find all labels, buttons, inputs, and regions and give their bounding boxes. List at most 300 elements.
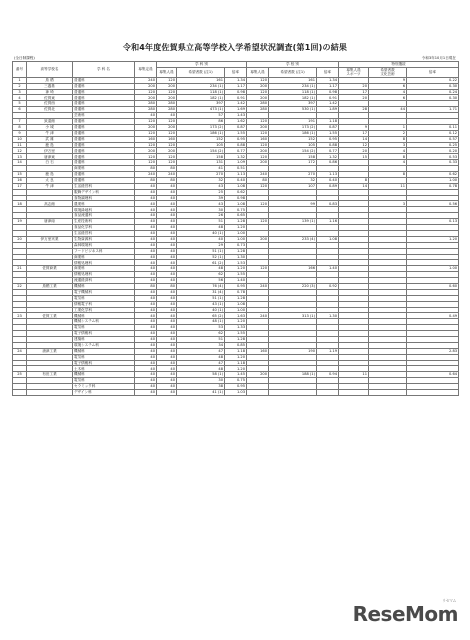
cell-k2: 107 <box>269 183 317 189</box>
cell-r2: 0.89 <box>317 183 339 189</box>
cell-k2: 313 (1) <box>269 313 317 319</box>
cell-k2: 32 <box>269 177 317 183</box>
header-special-kibo: 希望者数 文化芸術 <box>369 67 407 77</box>
cell-k: 397 <box>177 101 225 107</box>
cell-r: 1.18 <box>225 360 247 366</box>
cell-no: 7 <box>13 119 27 125</box>
cell-cap: 40 <box>135 242 157 248</box>
cell-r2: 0.87 <box>317 124 339 130</box>
cell-b2: 200 <box>247 95 269 101</box>
cell-k2: 99 <box>269 201 317 207</box>
cell-dept: 生産技術科 <box>73 219 135 225</box>
cell-cap: 120 <box>135 142 157 148</box>
cell-sb: 9 <box>339 124 369 130</box>
cell-cap: 40 <box>135 236 157 242</box>
cell-no: 10 <box>13 136 27 142</box>
cell-b2: 120 <box>247 89 269 95</box>
cell-b2: 280 <box>247 107 269 113</box>
cell-b: 120 <box>157 130 177 136</box>
cell-no: 20 <box>13 236 27 242</box>
cell-b: 120 <box>157 89 177 95</box>
cell-b: 40 <box>157 201 177 207</box>
cell-no: 23 <box>13 313 27 319</box>
cell-b: 280 <box>157 107 177 113</box>
cell-sb: 20 <box>339 95 369 101</box>
cell-sb: 14 <box>339 136 369 142</box>
cell-k2: 182 (1) <box>269 95 317 101</box>
cell-sb: 15 <box>339 154 369 160</box>
cell-k: 40 (1) <box>177 230 225 236</box>
header-boshu: 募集人員 <box>157 67 177 77</box>
cell-r2: 1.18 <box>317 119 339 125</box>
cell-r: 0.95 <box>225 283 247 289</box>
cell-b: 240 <box>157 172 177 178</box>
cell-r: 0.95 <box>225 136 247 142</box>
cell-cap: 120 <box>135 130 157 136</box>
cell-b: 40 <box>157 360 177 366</box>
cell-b: 40 <box>157 366 177 372</box>
cell-sb: 17 <box>339 130 369 136</box>
cell-sr: 0.33 <box>407 160 459 166</box>
cell-school <box>27 389 73 395</box>
cell-k: 32 <box>177 177 225 183</box>
cell-r: 1.18 <box>225 348 247 354</box>
cell-b: 40 <box>157 242 177 248</box>
cell-r2: 0.91 <box>317 95 339 101</box>
cell-sb: 28 <box>339 107 369 113</box>
cell-k2: 105 <box>269 142 317 148</box>
cell-no: 17 <box>13 183 27 189</box>
cell-dept: 商業科 <box>73 166 135 172</box>
cell-sk: 6 <box>369 95 407 101</box>
cell-r2: 1.40 <box>317 266 339 272</box>
cell-cap: 40 <box>135 225 157 231</box>
cell-r: 0.73 <box>225 242 247 248</box>
cell-b2: 80 <box>247 177 269 183</box>
cell-b2: 120 <box>247 266 269 272</box>
cell-k2: 172 <box>269 160 317 166</box>
cell-b2 <box>247 389 269 395</box>
cell-cap: 40 <box>135 372 157 378</box>
cell-school: 鳥 栖 <box>27 77 73 83</box>
cell-dept: 普通科 <box>73 77 135 83</box>
cell-b: 80 <box>157 283 177 289</box>
cell-no: 4 <box>13 95 27 101</box>
cell-k2: 161 <box>269 77 317 83</box>
cell-r: 0.77 <box>225 148 247 154</box>
cell-b2: 200 <box>247 83 269 89</box>
cell-b: 160 <box>157 136 177 142</box>
cell-b: 200 <box>157 95 177 101</box>
cell-b: 40 <box>157 278 177 284</box>
header-school: 高等学校名 <box>27 62 73 78</box>
cell-school: 高志館 <box>27 201 73 207</box>
cell-cap: 160 <box>135 136 157 142</box>
cell-cap: 200 <box>135 83 157 89</box>
cell-b: 40 <box>157 183 177 189</box>
cell-cap: 40 <box>135 313 157 319</box>
cell-cap: 40 <box>135 331 157 337</box>
page-title: 令和4年度佐賀県立高等学校入学希望状況調査(第1回)の結果 <box>122 43 348 52</box>
cell-r: 1.13 <box>225 172 247 178</box>
cell-cap: 40 <box>135 378 157 384</box>
cell-no: 21 <box>13 266 27 272</box>
cell-r: 1.40 <box>225 278 247 284</box>
cell-k: 65 (2) <box>177 313 225 319</box>
cell-b2: 120 <box>247 201 269 207</box>
cell-cap: 120 <box>135 154 157 160</box>
cell-k: 30 <box>177 378 225 384</box>
cell-k: 270 <box>177 172 225 178</box>
cell-sr: 0.60 <box>407 283 459 289</box>
cell-b: 280 <box>157 101 177 107</box>
cell-k: 186 (1) <box>177 130 225 136</box>
cell-dept: 普通科 <box>73 172 135 178</box>
cell-r: 0.91 <box>225 95 247 101</box>
cell-b: 120 <box>157 77 177 83</box>
cell-cap: 40 <box>135 260 157 266</box>
cell-no: 15 <box>13 172 27 178</box>
cell-r: 1.32 <box>225 154 247 160</box>
logo-text: ReseMom <box>352 602 458 626</box>
cell-k2: 158 <box>269 154 317 160</box>
cell-r: 1.55 <box>225 130 247 136</box>
cell-k: 152 <box>177 136 225 142</box>
cell-b2: 120 <box>247 142 269 148</box>
cell-cap: 40 <box>135 348 157 354</box>
cell-dept: 普通科 <box>73 154 135 160</box>
cell-b: 200 <box>157 148 177 154</box>
cell-sb: 20 <box>339 148 369 154</box>
cell-b: 40 <box>157 248 177 254</box>
cell-dept: セラミック科 <box>73 384 135 390</box>
cell-r2: 0.40 <box>317 177 339 183</box>
cell-r2: 1.13 <box>317 172 339 178</box>
cell-k2: 220 (3) <box>269 283 317 289</box>
cell-sr: 0.57 <box>407 136 459 142</box>
cell-cap: 40 <box>135 219 157 225</box>
cell-dept: デザイン科 <box>73 389 135 395</box>
cell-dept: 機械科 <box>73 372 135 378</box>
logo-subtext: リセマム <box>442 598 456 603</box>
cell-r: 0.88 <box>225 142 247 148</box>
cell-k: 31 (4) <box>177 289 225 295</box>
cell-dept: 工業化学科 <box>73 307 135 313</box>
cell-dept: 商業科 <box>73 266 135 272</box>
cell-k: 161 <box>177 77 225 83</box>
cell-b: 40 <box>157 354 177 360</box>
cell-b: 80 <box>157 166 177 172</box>
cell-sb: 17 <box>339 89 369 95</box>
header-bairitsu-school: 倍率 <box>317 67 339 77</box>
course-note: (全日制課程) <box>14 56 35 60</box>
resemom-logo <box>352 598 458 626</box>
cell-dept: 普通科 <box>73 95 135 101</box>
cell-k: 234 (1) <box>177 83 225 89</box>
cell-r: 1.08 <box>225 183 247 189</box>
cell-dept: 食品流通科 <box>73 213 135 219</box>
cell-r2: 1.16 <box>317 219 339 225</box>
cell-k: 47 <box>177 348 225 354</box>
cell-dept: 普通科 <box>73 101 135 107</box>
cell-sb: 20 <box>339 83 369 89</box>
cell-cap: 80 <box>135 283 157 289</box>
cell-b: 40 <box>157 325 177 331</box>
cell-k: 62 <box>177 272 225 278</box>
cell-dept: 服飾デザイン科 <box>73 189 135 195</box>
cell-cap: 120 <box>135 119 157 125</box>
cell-r2: 1.19 <box>317 348 339 354</box>
cell-k: 48 <box>177 354 225 360</box>
cell-k: 51 <box>177 336 225 342</box>
cell-no: 5 <box>13 101 27 107</box>
cell-cap: 200 <box>135 95 157 101</box>
cell-r2 <box>317 389 339 395</box>
cell-b: 40 <box>157 113 177 119</box>
cell-school: 伊万里実業 <box>27 236 73 242</box>
cell-b: 40 <box>157 389 177 395</box>
cell-r: 1.08 <box>225 201 247 207</box>
cell-k: 182 (1) <box>177 95 225 101</box>
cell-no <box>13 389 27 395</box>
cell-dept: 生活経営科 <box>73 230 135 236</box>
cell-b2: 240 <box>247 172 269 178</box>
cell-sr: 0.13 <box>407 219 459 225</box>
cell-r: 1.45 <box>225 372 247 378</box>
cell-r: 1.53 <box>225 260 247 266</box>
cell-sk: 1 <box>369 124 407 130</box>
cell-b2: 120 <box>247 130 269 136</box>
cell-b: 120 <box>157 119 177 125</box>
cell-k2: 139 (1) <box>269 219 317 225</box>
cell-b: 40 <box>157 260 177 266</box>
cell-sk: 3 <box>369 201 407 207</box>
header-gakko-group: 学 校 別 <box>247 62 339 68</box>
cell-dept: 食物調理科 <box>73 195 135 201</box>
cell-dept: 環境システム科 <box>73 342 135 348</box>
cell-r: 1.20 <box>225 354 247 360</box>
cell-sk: 4 <box>369 148 407 154</box>
cell-sr: 0.53 <box>407 154 459 160</box>
cell-dept: 普通科 <box>73 124 135 130</box>
cell-sr: 1.00 <box>407 266 459 272</box>
cell-k2: 190 <box>269 348 317 354</box>
cell-r2: 1.08 <box>317 236 339 242</box>
cell-r: 1.55 <box>225 272 247 278</box>
cell-b: 200 <box>157 83 177 89</box>
cell-cap: 40 <box>135 254 157 260</box>
cell-sr: 0.56 <box>407 201 459 207</box>
cell-dept: 生活経営科 <box>73 183 135 189</box>
cell-b: 40 <box>157 378 177 384</box>
cell-dept: 普通科 <box>73 89 135 95</box>
cell-dept: フードビジネス科 <box>73 248 135 254</box>
cell-b: 40 <box>157 301 177 307</box>
header-sports: スポーツ <box>346 72 361 77</box>
cell-r: 1.17 <box>225 83 247 89</box>
cell-school: 武 雄 <box>27 136 73 142</box>
cell-r: 1.28 <box>225 248 247 254</box>
cell-r: 1.63 <box>225 313 247 319</box>
cell-b2: 200 <box>247 372 269 378</box>
cell-k2: 530 (1) <box>269 107 317 113</box>
cell-b2: 200 <box>247 160 269 166</box>
cell-dept: 機械科 <box>73 313 135 319</box>
cell-b2: 200 <box>247 124 269 130</box>
cell-b: 40 <box>157 195 177 201</box>
cell-no: 12 <box>13 148 27 154</box>
cell-b: 40 <box>157 213 177 219</box>
cell-sr: 0.24 <box>407 89 459 95</box>
cell-dept: 食品化学科 <box>73 225 135 231</box>
cell-k: 30 <box>177 207 225 213</box>
cell-r: 1.20 <box>225 225 247 231</box>
cell-no: 16 <box>13 177 27 183</box>
cell-dept: 生物資源科 <box>73 236 135 242</box>
cell-dept: 土木科 <box>73 366 135 372</box>
cell-sr: 0.78 <box>407 183 459 189</box>
cell-dept: 電子機械科 <box>73 289 135 295</box>
cell-k: 51 (1) <box>177 295 225 301</box>
cell-r: 1.34 <box>225 77 247 83</box>
cell-cap: 40 <box>135 342 157 348</box>
cell-r: 1.55 <box>225 331 247 337</box>
cell-b: 120 <box>157 142 177 148</box>
cell-cap: 40 <box>135 230 157 236</box>
cell-k: 52 (1) <box>177 254 225 260</box>
cell-sr: 0.25 <box>407 142 459 148</box>
cell-dept: 普通科 <box>73 107 135 113</box>
cell-k: 48 <box>177 366 225 372</box>
cell-r2: 1.34 <box>317 77 339 83</box>
cell-dept: 普通科 <box>73 83 135 89</box>
cell-no: 14 <box>13 160 27 166</box>
cell-r2: 1.55 <box>317 130 339 136</box>
cell-cap: 40 <box>135 248 157 254</box>
results-table <box>12 61 459 396</box>
cell-dept: 普通科 <box>73 130 135 136</box>
cell-cap: 40 <box>135 325 157 331</box>
header-kibo: 希望者数 (注1) <box>177 67 225 77</box>
cell-no: 6 <box>13 107 27 113</box>
cell-cap: 40 <box>135 289 157 295</box>
cell-sr: 0.49 <box>407 313 459 319</box>
date-note: 令和3年10月1日現在 <box>421 56 456 60</box>
cell-cap: 40 <box>135 295 157 301</box>
cell-sr: 1.20 <box>407 236 459 242</box>
cell-r2: 0.92 <box>317 283 339 289</box>
header-kibo-school: 希望者数 (注1) <box>269 67 317 77</box>
cell-k: 40 <box>177 236 225 242</box>
cell-r2: 0.77 <box>317 148 339 154</box>
cell-r2: 0.95 <box>317 136 339 142</box>
cell-k: 58 (1) <box>177 372 225 378</box>
cell-k: 56 <box>177 278 225 284</box>
cell-r: 1.03 <box>225 389 247 395</box>
cell-b2: 160 <box>247 348 269 354</box>
cell-cap: 80 <box>135 177 157 183</box>
cell-cap: 40 <box>135 195 157 201</box>
cell-no: 22 <box>13 283 27 289</box>
cell-no: 25 <box>13 372 27 378</box>
cell-cap: 200 <box>135 124 157 130</box>
cell-dept: 普通科 <box>73 177 135 183</box>
cell-k2: 233 (4) <box>269 236 317 242</box>
cell-k: 40 (1) <box>177 307 225 313</box>
cell-k: 105 <box>177 142 225 148</box>
cell-b: 40 <box>157 336 177 342</box>
cell-r: 1.20 <box>225 266 247 272</box>
cell-r: 0.87 <box>225 124 247 130</box>
results-table-container <box>12 61 458 583</box>
cell-no: 9 <box>13 130 27 136</box>
cell-dept: 普通科 <box>73 136 135 142</box>
header-no: 番号 <box>13 62 27 78</box>
cell-r: 1.00 <box>225 230 247 236</box>
cell-b2: 120 <box>247 183 269 189</box>
cell-k2: 154 (2) <box>269 148 317 154</box>
cell-r2: 1.17 <box>317 83 339 89</box>
cell-no: 8 <box>13 124 27 130</box>
cell-no: 19 <box>13 219 27 225</box>
cell-sr: 1.71 <box>407 107 459 113</box>
cell-k: 131 <box>177 160 225 166</box>
cell-k2: 234 (1) <box>269 83 317 89</box>
cell-b: 40 <box>157 384 177 390</box>
cell-cap: 40 <box>135 201 157 207</box>
cell-cap: 40 <box>135 301 157 307</box>
cell-k: 173 (2) <box>177 124 225 130</box>
cell-sk <box>369 389 407 395</box>
cell-k: 51 (1) <box>177 248 225 254</box>
cell-b: 40 <box>157 266 177 272</box>
cell-cap: 80 <box>135 166 157 172</box>
cell-school: 牛 津 <box>27 183 73 189</box>
cell-cap: 40 <box>135 384 157 390</box>
cell-b2: 240 <box>247 313 269 319</box>
cell-k: 53 <box>177 325 225 331</box>
cell-sr: 0.12 <box>407 130 459 136</box>
cell-b2: 200 <box>247 148 269 154</box>
cell-r: 0.51 <box>225 166 247 172</box>
cell-r: 1.08 <box>225 301 247 307</box>
cell-sr: 0.30 <box>407 83 459 89</box>
cell-b: 120 <box>157 154 177 160</box>
cell-k: 47 <box>177 360 225 366</box>
cell-r: 0.98 <box>225 89 247 95</box>
cell-b: 40 <box>157 319 177 325</box>
header-bairitsu: 倍率 <box>225 67 247 77</box>
cell-k2: 152 <box>269 136 317 142</box>
cell-cap: 40 <box>135 360 157 366</box>
cell-sr: 0.30 <box>407 95 459 101</box>
cell-sr: 0.64 <box>407 372 459 378</box>
cell-sr <box>407 389 459 395</box>
cell-r: 1.33 <box>225 325 247 331</box>
cell-b: 40 <box>157 342 177 348</box>
cell-sr: 0.11 <box>407 124 459 130</box>
cell-b2: 280 <box>247 101 269 107</box>
cell-b2: 160 <box>247 136 269 142</box>
cell-cap: 240 <box>135 172 157 178</box>
cell-school: 佐賀西 <box>27 101 73 107</box>
cell-b2: 240 <box>247 283 269 289</box>
cell-sk: 4 <box>369 89 407 95</box>
cell-k: 41 <box>177 166 225 172</box>
cell-dept: 商業科 <box>73 254 135 260</box>
cell-sk: 6 <box>369 83 407 89</box>
cell-cap: 40 <box>135 207 157 213</box>
